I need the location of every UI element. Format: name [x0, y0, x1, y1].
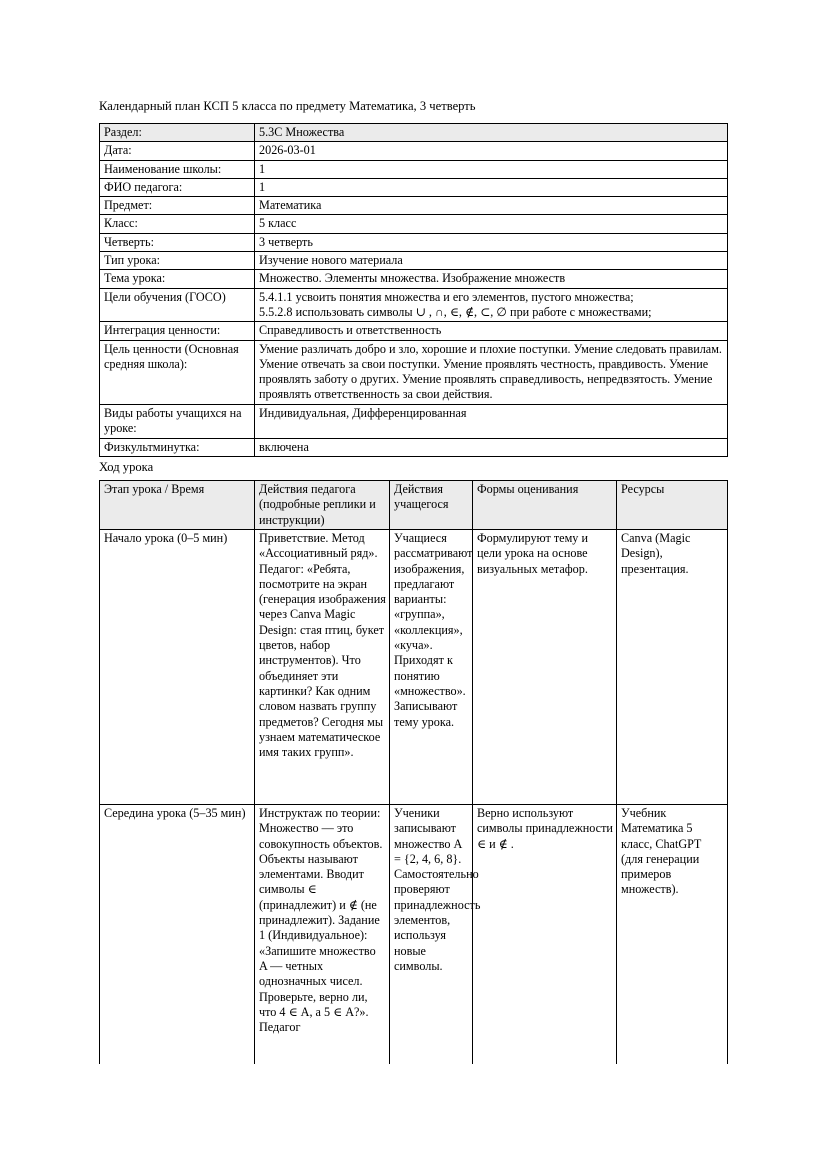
cell-teacher-actions: Инструктаж по теории: Множество — это совокупность объектов. Объекты называют элементами. Вводит символы ∈ (принадлежит) и ∉ (не принадлежит). Задание 1 (Индивидуальное): «Запишите множество A — четных однозначных чисел. Проверьте, верно ли, что 4 ∈ A, а 5 ∈ A?». Педагог	[255, 804, 390, 1065]
table-row	[100, 252, 728, 270]
page-title: Календарный план КСП 5 класса по предмету Математика, 3 четверть	[99, 99, 476, 113]
info-label: Интеграция ценности:	[100, 322, 255, 340]
table-row	[100, 124, 728, 142]
lesson-flow-header	[100, 481, 728, 530]
table-row	[100, 340, 728, 404]
column-header-stage: Этап урока / Время	[100, 481, 255, 530]
lesson-flow-heading: Ход урока	[99, 460, 154, 475]
table-row	[100, 288, 728, 322]
info-value: 5.3C Множества	[255, 124, 728, 142]
info-value: 2026-03-01	[255, 142, 728, 160]
info-label: Тип урока:	[100, 252, 255, 270]
info-value: включена	[255, 438, 728, 456]
info-label: Цели обучения (ГОСО)	[100, 288, 255, 322]
cell-stage: Середина урока (5–35 мин)	[100, 804, 255, 1065]
cell-assessment: Формулируют тему и цели урока на основе визуальных метафор.	[473, 529, 617, 804]
info-label: Раздел:	[100, 124, 255, 142]
info-label: Цель ценности (Основная средняя школа):	[100, 340, 255, 404]
info-value: Математика	[255, 197, 728, 215]
info-value: Индивидуальная, Дифференцированная	[255, 404, 728, 438]
info-value: Справедливость и ответственность	[255, 322, 728, 340]
info-label: Наименование школы:	[100, 160, 255, 178]
table-row	[100, 529, 728, 804]
cell-teacher-actions: Приветствие. Метод «Ассоциативный ряд». Педагог: «Ребята, посмотрите на экран (генерация изображения через Canva Magic Design: стая птиц, букет цветов, набор инструментов). Что объединяет эти картинки? Как одним словом назвать группу предметов? Сегодня мы узнаем математическое имя таких групп».	[255, 529, 390, 804]
table-row	[100, 142, 728, 160]
cell-student-actions: Ученики записывают множество A = {2, 4, 6, 8}. Самостоятельно проверяют принадлежность элементов, используя новые символы.	[390, 804, 473, 1065]
cell-stage: Начало урока (0–5 мин)	[100, 529, 255, 804]
info-label: Дата:	[100, 142, 255, 160]
info-label: Тема урока:	[100, 270, 255, 288]
objective-line: 5.5.2.8 использовать символы ∪ , ∩, ∈, ∉, ⊂, ∅ при работе с множествами;	[259, 304, 652, 319]
table-row	[100, 270, 728, 288]
cell-resources: Canva (Magic Design), презентация.	[617, 529, 728, 804]
table-row	[100, 197, 728, 215]
info-value: Множество. Элементы множества. Изображение множеств	[255, 270, 728, 288]
info-label: ФИО педагога:	[100, 178, 255, 196]
cell-resources: Учебник Математика 5 класс, ChatGPT (для генерации примеров множеств).	[617, 804, 728, 1065]
column-header-resources: Ресурсы	[617, 481, 728, 530]
info-value: 1	[255, 160, 728, 178]
info-label: Четверть:	[100, 233, 255, 251]
info-label: Предмет:	[100, 197, 255, 215]
lesson-info-table	[99, 123, 728, 457]
table-row	[100, 438, 728, 456]
cell-student-actions: Учащиеся рассматривают изображения, предлагают варианты: «группа», «коллекция», «куча». Приходят к понятию «множество». Записывают тему урока.	[390, 529, 473, 804]
table-row	[100, 215, 728, 233]
info-value: Умение различать добро и зло, хорошие и плохие поступки. Умение следовать правилам. Умение отвечать за свои поступки. Умение проявлять честность, правдивость. Умение проявлять заботу о других. Умение проявлять справедливость, непредвзятость. Умение проявлять ответственность за свои действия.	[255, 340, 728, 404]
column-header-student-actions: Действия учащегося	[390, 481, 473, 530]
info-value: 1	[255, 178, 728, 196]
table-row	[100, 178, 728, 196]
info-value: 5 класс	[255, 215, 728, 233]
column-header-assessment: Формы оценивания	[473, 481, 617, 530]
table-row	[100, 233, 728, 251]
info-value-objectives	[255, 288, 728, 322]
info-label: Виды работы учащихся на уроке:	[100, 404, 255, 438]
page-bottom-margin	[0, 1064, 827, 1170]
table-header-row	[100, 481, 728, 530]
lesson-info-body	[100, 124, 728, 457]
table-row	[100, 404, 728, 438]
cell-assessment: Верно используют символы принадлежности ∈ и ∉ .	[473, 804, 617, 1065]
table-row	[100, 322, 728, 340]
info-value: Изучение нового материала	[255, 252, 728, 270]
info-value: 3 четверть	[255, 233, 728, 251]
info-label: Физкультминутка:	[100, 438, 255, 456]
objective-line: 5.4.1.1 усвоить понятия множества и его элементов, пустого множества;	[259, 289, 634, 304]
lesson-flow-body	[100, 529, 728, 1065]
info-label: Класс:	[100, 215, 255, 233]
table-row	[100, 160, 728, 178]
lesson-flow-table	[99, 480, 728, 1066]
column-header-teacher-actions: Действия педагога (подробные реплики и инструкции)	[255, 481, 390, 530]
table-row	[100, 804, 728, 1065]
